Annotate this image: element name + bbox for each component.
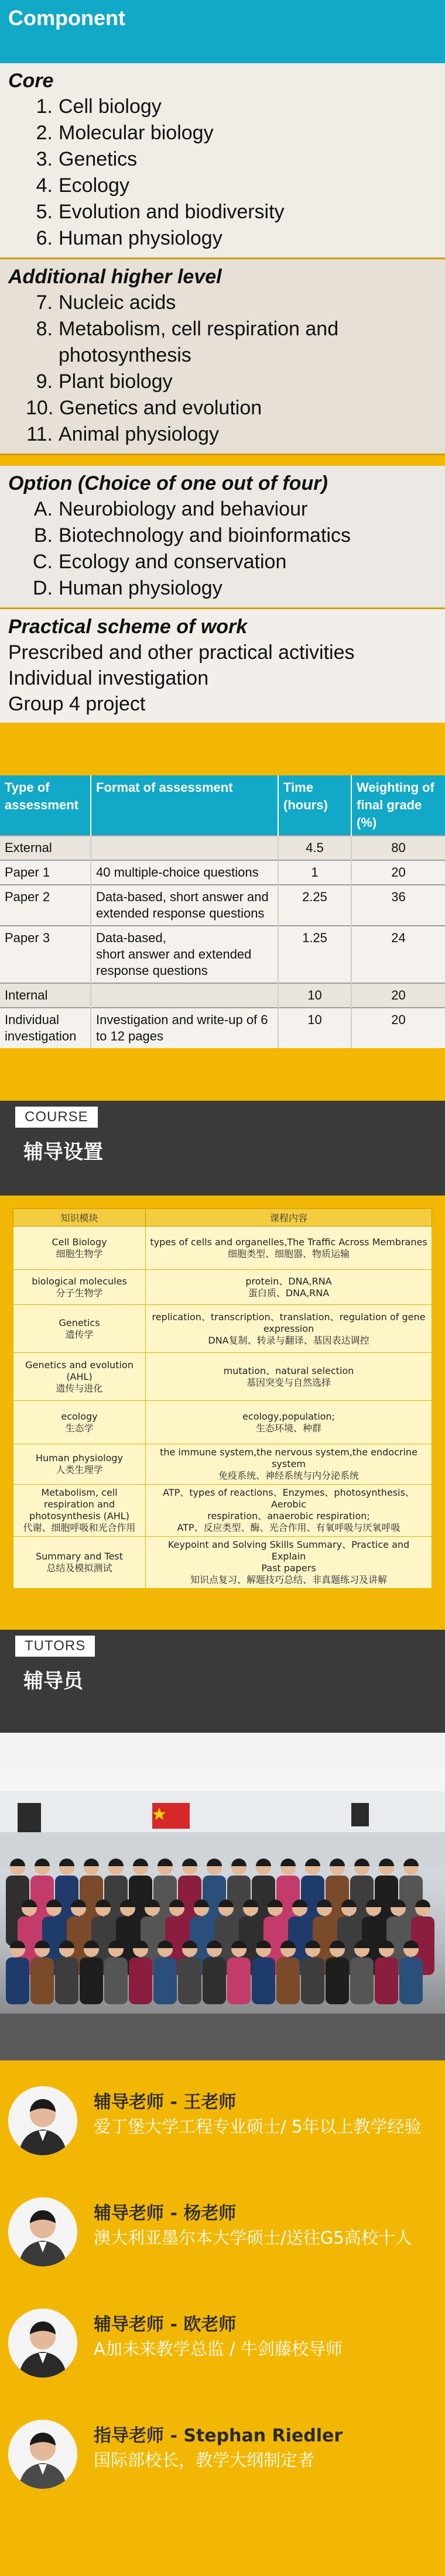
person-body xyxy=(6,1957,29,2004)
list-label: Evolution and biodiversity xyxy=(59,201,285,223)
course-module-cell xyxy=(13,1485,146,1537)
course-table xyxy=(13,1208,432,1589)
course-content-line: mutation、natural selection xyxy=(223,1365,354,1376)
tutor-name: 辅导老师 - 王老师 xyxy=(94,2092,237,2113)
person-body xyxy=(104,1957,128,2004)
list-number: B. xyxy=(33,524,53,547)
practical-line: Group 4 project xyxy=(8,693,146,715)
table-cell-weight: 24 xyxy=(351,926,445,983)
table-row xyxy=(0,885,445,926)
course-module-line: 细胞生物学 xyxy=(56,1248,103,1259)
person-body xyxy=(227,1957,251,2004)
list-item xyxy=(8,199,437,225)
table-cell-time: 10 xyxy=(278,1008,351,1048)
higher-title: Additional higher level xyxy=(8,266,222,288)
course-module-line: 总结及模拟测试 xyxy=(46,1562,112,1574)
table-cell-weight: 80 xyxy=(351,836,445,860)
list-item xyxy=(8,496,437,523)
list-number: 5. xyxy=(36,201,53,223)
spacer xyxy=(0,1196,445,1208)
course-tag: COURSE xyxy=(15,1107,98,1128)
assessment-header-row xyxy=(0,775,445,836)
course-content-line: 细胞类型、细胞器、物质运输 xyxy=(227,1248,350,1259)
list-item xyxy=(8,549,437,575)
course-module-line: Human physiology xyxy=(36,1452,123,1464)
tutor-name: 指导老师 - Stephan Riedler xyxy=(94,2426,343,2446)
person-body xyxy=(178,1957,201,2004)
table-cell-format: Investigation and write-up of 6 to 12 pages xyxy=(91,1008,278,1048)
list-label: Ecology and conservation xyxy=(59,551,287,573)
table-cell-type: Paper 3 xyxy=(0,926,91,983)
course-module-line: respiration and xyxy=(43,1499,115,1510)
core-title: Core xyxy=(8,70,54,92)
course-module-cell xyxy=(13,1444,146,1485)
option-list xyxy=(8,496,437,602)
tutors-section-header xyxy=(0,1630,445,1733)
list-item xyxy=(8,523,437,549)
tutor-avatar xyxy=(8,2086,77,2155)
list-number xyxy=(26,342,53,369)
person-body xyxy=(153,1957,177,2004)
course-content-line: Past papers xyxy=(261,1562,316,1574)
list-label: Genetics and evolution xyxy=(59,397,262,419)
list-label: Biotechnology and bioinformatics xyxy=(59,524,351,547)
option-section xyxy=(0,466,445,609)
course-module-line: Genetics xyxy=(59,1317,100,1328)
list-item xyxy=(8,290,437,316)
table-cell-format xyxy=(91,836,278,860)
table-cell-time: 2.25 xyxy=(278,885,351,926)
person-body xyxy=(129,1957,152,2004)
list-number: 6. xyxy=(36,227,53,249)
spacer xyxy=(0,723,445,775)
list-item xyxy=(8,395,437,421)
table-cell-weight: 20 xyxy=(351,860,445,885)
course-content-line: 免疫系统、神经系统与内分泌系统 xyxy=(218,1470,359,1481)
course-content-line: ATP、反应类型、酶、光合作用、有氧呼吸与厌氧呼吸 xyxy=(177,1522,400,1533)
core-list xyxy=(8,94,437,252)
col-header: 课程内容 xyxy=(146,1209,432,1227)
course-content-line: the immune system,the nervous system,the endocrine system xyxy=(160,1447,417,1469)
tutor-description: A加未来教学总监 / 牛剑藤校导师 xyxy=(94,2339,343,2359)
person-body xyxy=(326,1957,349,2004)
table-cell-time: 10 xyxy=(278,983,351,1008)
table-row xyxy=(0,1008,445,1048)
course-module-line: 遗传与进化 xyxy=(56,1382,103,1394)
tutor-card xyxy=(0,2197,445,2309)
course-module-line: Genetics and evolution xyxy=(25,1359,134,1371)
list-label: Metabolism, cell respiration and xyxy=(59,318,339,340)
course-row xyxy=(13,1227,432,1270)
list-number: C. xyxy=(33,551,53,573)
tutor-avatar xyxy=(8,2197,77,2266)
course-content-line: respiration、anaerobic respiration; xyxy=(207,1510,370,1521)
list-item xyxy=(8,146,437,173)
tutor-list xyxy=(0,2060,445,2519)
table-cell-format xyxy=(91,983,278,1008)
col-header: Type of assessment xyxy=(0,775,91,836)
tutor-avatar xyxy=(8,2309,77,2378)
practical-section xyxy=(0,609,445,723)
list-label: Neurobiology and behaviour xyxy=(59,498,308,520)
course-module-cell xyxy=(13,1353,146,1401)
tutor-card xyxy=(0,2309,445,2420)
course-row xyxy=(13,1305,432,1353)
list-label: Human physiology xyxy=(59,577,222,599)
course-header-row xyxy=(13,1209,432,1227)
course-content-line: ATP、types of reactions、Enzymes、photosynthesis、Aerobic xyxy=(163,1487,415,1510)
course-content-cell xyxy=(146,1444,432,1485)
table-cell-weight: 20 xyxy=(351,983,445,1008)
person-body xyxy=(252,1957,275,2004)
practical-line: Individual investigation xyxy=(8,667,209,689)
group-photo xyxy=(0,1768,445,2060)
components-panel xyxy=(0,0,445,723)
course-title: 辅导设置 xyxy=(23,1141,103,1164)
person-body xyxy=(301,1957,324,2004)
table-cell-format: Data-based, short answer and extended response questions xyxy=(91,926,278,983)
divider xyxy=(0,455,445,466)
group-photo-illustration xyxy=(0,1768,445,2060)
course-row xyxy=(13,1353,432,1401)
list-number: 2. xyxy=(36,122,53,144)
tutor-description: 国际部校长，教学大纲制定者 xyxy=(94,2450,315,2470)
table-row xyxy=(0,983,445,1008)
table-cell-type: Paper 2 xyxy=(0,885,91,926)
table-cell-type: External xyxy=(0,836,91,860)
person-body xyxy=(80,1957,103,2004)
list-label: photosynthesis xyxy=(59,344,191,366)
course-content-line: ecology,population; xyxy=(242,1410,335,1422)
course-content-line: DNA复制、转录与翻译、基因表达调控 xyxy=(208,1334,369,1346)
course-content-cell xyxy=(146,1401,432,1444)
practical-line: Prescribed and other practical activities xyxy=(8,641,355,664)
list-item xyxy=(8,369,437,395)
course-module-line: 遗传学 xyxy=(65,1328,94,1340)
assessment-table xyxy=(0,775,445,1048)
person-body xyxy=(30,1957,54,2004)
spacer xyxy=(0,1048,445,1101)
list-item xyxy=(8,225,437,252)
col-header: Time (hours) xyxy=(278,775,351,836)
col-header: Weighting of final grade (%) xyxy=(351,775,445,836)
list-label: Nucleic acids xyxy=(59,291,176,314)
table-row xyxy=(0,926,445,983)
list-number: D. xyxy=(33,577,53,599)
list-item xyxy=(8,421,437,448)
components-header: Component xyxy=(0,0,445,63)
course-content-line: 知识点复习、解题技巧总结、非真题练习及讲解 xyxy=(190,1574,387,1585)
higher-list xyxy=(8,290,437,448)
tutor-name: 辅导老师 - 欧老师 xyxy=(94,2314,237,2335)
course-content-line: protein、DNA,RNA xyxy=(245,1275,332,1287)
list-label: Animal physiology xyxy=(59,423,220,445)
col-header: 知识模块 xyxy=(13,1209,146,1227)
tutor-name: 辅导老师 - 杨老师 xyxy=(94,2203,237,2224)
table-row xyxy=(0,836,445,860)
table-cell-type: Paper 1 xyxy=(0,860,91,885)
table-cell-weight: 20 xyxy=(351,1008,445,1048)
course-content-cell xyxy=(146,1353,432,1401)
course-module-line: 人类生理学 xyxy=(56,1464,103,1475)
table-cell-format: Data-based, short answer and extended response questions xyxy=(91,885,278,926)
course-module-line: (AHL) xyxy=(66,1371,93,1382)
course-module-cell xyxy=(13,1270,146,1305)
list-label: Human physiology xyxy=(59,227,222,249)
person-body xyxy=(276,1957,300,2004)
course-module-line: 分子生物学 xyxy=(56,1287,103,1299)
course-section-header xyxy=(0,1101,445,1196)
course-module-line: biological molecules xyxy=(32,1275,127,1287)
higher-section xyxy=(0,259,445,455)
course-content-cell xyxy=(146,1485,432,1537)
list-item xyxy=(8,94,437,120)
list-number: 9. xyxy=(36,370,53,393)
tutor-description: 爱丁堡大学工程专业硕士/ 5年以上教学经验 xyxy=(94,2117,422,2137)
course-content-line: types of cells and organelles,The Traffic Across Membranes xyxy=(150,1236,427,1248)
table-cell-format: 40 multiple-choice questions xyxy=(91,860,278,885)
course-module-cell xyxy=(13,1537,146,1589)
person-body xyxy=(375,1957,398,2004)
table-cell-type: Internal xyxy=(0,983,91,1008)
person-body xyxy=(399,1957,423,2004)
list-label: Plant biology xyxy=(59,370,173,393)
course-row xyxy=(13,1401,432,1444)
table-cell-time: 1.25 xyxy=(278,926,351,983)
course-module-line: Metabolism, cell xyxy=(41,1487,118,1498)
course-row xyxy=(13,1537,432,1589)
spacer xyxy=(0,1589,445,1630)
tutor-description: 澳大利亚墨尔本大学硕士/送往G5高校十人 xyxy=(94,2228,412,2248)
list-label: Genetics xyxy=(59,148,138,170)
list-number: A. xyxy=(33,498,53,520)
list-item xyxy=(8,120,437,146)
person-body xyxy=(350,1957,374,2004)
course-module-line: Summary and Test xyxy=(35,1551,124,1562)
list-item xyxy=(8,342,437,369)
list-number: 3. xyxy=(36,148,53,170)
tutors-tag: TUTORS xyxy=(15,1636,95,1657)
list-item xyxy=(8,575,437,602)
table-cell-type: Individual investigation xyxy=(0,1008,91,1048)
table-cell-weight: 36 xyxy=(351,885,445,926)
spacer xyxy=(0,1733,445,1768)
list-number: 1. xyxy=(36,95,53,118)
table-cell-time: 1 xyxy=(278,860,351,885)
list-number: 4. xyxy=(36,174,53,197)
core-section xyxy=(0,63,445,259)
list-number: 11. xyxy=(26,423,53,445)
course-content-line: replication、transcription、translation、regulation of gene expression xyxy=(152,1311,426,1334)
course-row xyxy=(13,1270,432,1305)
list-item xyxy=(8,316,437,342)
course-module-line: ecology xyxy=(61,1410,98,1422)
course-content-line: 蛋白质、DNA,RNA xyxy=(248,1287,330,1299)
practical-title: Practical scheme of work xyxy=(8,616,248,638)
list-label: Molecular biology xyxy=(59,122,214,144)
list-number: 7. xyxy=(36,291,53,314)
course-module-line: Cell Biology xyxy=(52,1236,107,1248)
course-module-line: 代谢、细胞呼吸和光合作用 xyxy=(23,1522,136,1533)
course-row xyxy=(13,1444,432,1485)
person-body xyxy=(55,1957,78,2004)
course-module-cell xyxy=(13,1401,146,1444)
list-number: 10. xyxy=(26,397,54,419)
course-row xyxy=(13,1485,432,1537)
list-label: Cell biology xyxy=(59,95,162,118)
table-cell-time: 4.5 xyxy=(278,836,351,860)
tutor-avatar xyxy=(8,2420,77,2489)
list-number: 8. xyxy=(36,318,53,340)
tutor-card xyxy=(0,2086,445,2197)
course-content-line: 基因突变与自然选择 xyxy=(246,1376,331,1388)
course-content-cell xyxy=(146,1305,432,1353)
course-module-line: 生态学 xyxy=(65,1422,94,1434)
list-label: Ecology xyxy=(59,174,129,197)
table-row xyxy=(0,860,445,885)
course-module-cell xyxy=(13,1227,146,1270)
col-header: Format of assessment xyxy=(91,775,278,836)
person-body xyxy=(203,1957,226,2004)
course-module-cell xyxy=(13,1305,146,1353)
list-item xyxy=(8,173,437,199)
course-content-cell xyxy=(146,1537,432,1589)
course-content-line: 生态环境、种群 xyxy=(255,1422,321,1434)
course-content-cell xyxy=(146,1227,432,1270)
course-content-cell xyxy=(146,1270,432,1305)
course-module-line: photosynthesis (AHL) xyxy=(29,1510,129,1521)
tutor-card xyxy=(0,2420,445,2519)
option-title: Option (Choice of one out of four) xyxy=(8,472,328,494)
course-content-line: Keypoint and Solving Skills Summary、Practice and Explain xyxy=(167,1539,410,1562)
tutors-title: 辅导员 xyxy=(23,1670,83,1693)
